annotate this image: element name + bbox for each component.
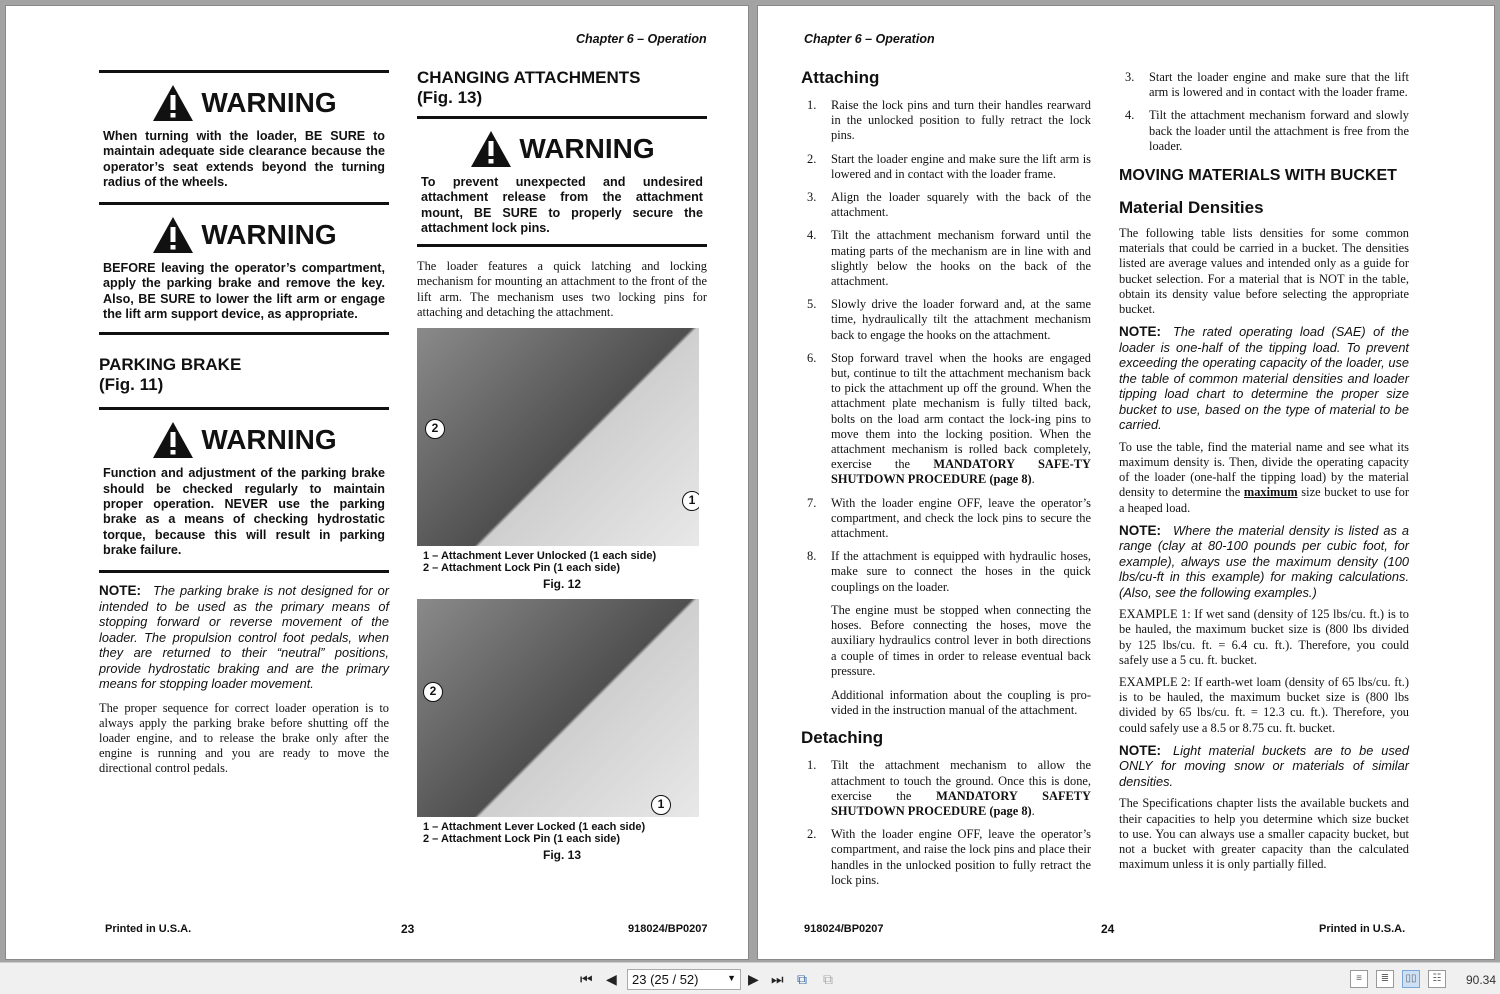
divider xyxy=(417,116,707,119)
list-item xyxy=(801,351,1091,488)
emphasis: maximum xyxy=(1243,485,1298,500)
warning-text: When turning with the loader, BE SURE to maintain adequate side clearance because the operator’s seat extends beyond the turning radius of the wheels. xyxy=(103,129,385,189)
warning-heading xyxy=(99,215,389,255)
step-number: 2. xyxy=(807,827,817,842)
warning-label: WARNING xyxy=(201,219,337,251)
procedure-reference: MANDATORY SAFETY SHUTDOWN PROCEDURE (page 8) xyxy=(831,788,1091,818)
figure-13-photo xyxy=(417,599,699,817)
note-label: NOTE: xyxy=(1119,324,1161,340)
step-number: 4. xyxy=(807,228,817,243)
note-label: NOTE: xyxy=(1119,522,1161,538)
step-number: 1. xyxy=(807,758,817,773)
warning-text: To prevent unexpected and undesired attachment release from the attachment mount, BE SURE to properly secure the attachment lock pins. xyxy=(421,175,703,235)
warning-triangle-icon xyxy=(151,215,195,255)
list-item xyxy=(801,549,1091,595)
note-label: NOTE: xyxy=(1119,742,1161,758)
step-text: If the attachment is equipped with hydraulic hoses, make sure to connect the hoses in the quick couplings on the loader. xyxy=(831,549,1091,594)
step-text: Start the loader engine and make sure the lift arm is lowered and in contact with the loader frame. xyxy=(831,151,1091,181)
section-title: CHANGING ATTACHMENTS xyxy=(417,68,641,87)
warning-label: WARNING xyxy=(201,424,337,456)
list-item xyxy=(801,228,1091,289)
footer-right: Printed in U.S.A. xyxy=(1319,923,1406,935)
section-fig-ref: (Fig. 11) xyxy=(99,375,164,395)
step-number: 3. xyxy=(807,190,817,205)
figure-label: Fig. 13 xyxy=(542,848,581,862)
step-text-part: . xyxy=(1031,472,1035,487)
step-text: Tilt the attachment mechanism forward until the mating parts of the mechanism are in line with and slightly below the hooks on the back of the attachment. xyxy=(831,228,1091,289)
viewer-toolbar xyxy=(0,962,1500,994)
example-2: EXAMPLE 2: If earth-wet loam (density of 65 lbs/cu. ft.) is to be hauled, the maximum bucket size is (800 lbs divided by 65 lbs/cu. ft. = 12.3 cu. ft.). Therefore, you could safely use a 8.5 or 8.75 cu. ft. bucket. xyxy=(1119,675,1409,735)
callout-1: 1 xyxy=(682,491,699,511)
callout-2: 2 xyxy=(423,682,443,702)
list-item xyxy=(801,98,1091,144)
list-item xyxy=(801,297,1091,343)
note-text: Where the material density is listed as a range (clay at 80-100 pounds per cubic foot, for example), always use the maximum density (100 lbs/cu-ft in this example) for making calculations. (Also, see the following examples.) xyxy=(1119,522,1409,600)
step-text: Start the loader engine and make sure that the lift arm is lowered and in contact with the loader frame. xyxy=(1149,70,1409,100)
figure-caption: 2 – Attachment Lock Pin (1 each side) xyxy=(423,833,621,845)
step-number: 5. xyxy=(807,297,817,312)
warning-text: Function and adjustment of the parking brake should be checked regularly to maintain proper operation. NEVER use the parking brake as a means of checking hydrostatic torque, because this will result in parking brake failure. xyxy=(103,466,385,557)
warning-triangle-icon xyxy=(151,420,195,460)
paragraph: Additional information about the coupling is pro-vided in the instruction manual of the attachment. xyxy=(831,687,1091,718)
warning-heading xyxy=(99,420,389,460)
attaching-steps xyxy=(801,98,1091,595)
note xyxy=(1119,743,1409,790)
text-part: size bucket to use for a heaped load. xyxy=(1119,485,1409,515)
paragraph: The proper sequence for correct loader operation is to always apply the parking brake before shutting off the loader engine, and to release the brake only after the engine is running and you are ready to move the directional control pedals. xyxy=(99,700,389,776)
note-text: Light material buckets are to be used ONLY for moving snow or materials of similar densities. xyxy=(1119,742,1409,789)
figure-caption: 2 – Attachment Lock Pin (1 each side) xyxy=(423,562,621,574)
step-text: Align the loader squarely with the back of the attachment. xyxy=(831,190,1091,220)
page-header: Chapter 6 – Operation xyxy=(576,32,707,46)
last-page-icon[interactable]: ⏭ xyxy=(771,971,784,987)
two-page-continuous-icon[interactable]: ☷ xyxy=(1428,970,1446,988)
divider xyxy=(99,70,389,73)
step-number: 7. xyxy=(807,495,817,510)
step-number: 2. xyxy=(807,151,817,166)
step-text: Tilt the attachment mechanism forward and slowly back the loader until the attachment is free from the loader. xyxy=(1149,108,1409,153)
page-field-value: 23 (25 / 52) xyxy=(632,972,699,987)
list-item xyxy=(1119,108,1409,154)
figure-12-photo xyxy=(417,328,699,546)
divider xyxy=(99,332,389,335)
step-text-part: Tilt the attachment mechanism to allow the attachment to touch the ground. Once this is done, exercise the xyxy=(831,758,1091,803)
zoom-level[interactable]: 90.34 xyxy=(1466,973,1497,987)
warning-triangle-icon xyxy=(151,83,195,123)
left-column xyxy=(99,70,389,777)
single-page-icon[interactable]: ≡ xyxy=(1350,970,1368,988)
step-text xyxy=(831,758,1091,819)
step-text: With the loader engine OFF, leave the operator’s compartment, and check the lock pins to secure the attachment. xyxy=(831,495,1091,541)
figure-caption: 1 – Attachment Lever Unlocked (1 each side) xyxy=(423,550,657,562)
two-page-icon[interactable]: ▯▯ xyxy=(1402,970,1420,988)
callout-2: 2 xyxy=(425,419,445,439)
section-title: Detaching xyxy=(801,728,884,748)
chevron-down-icon: ▼ xyxy=(727,973,736,983)
footer-left: 918024/BP0207 xyxy=(804,923,884,935)
note-text: The rated operating load (SAE) of the loader is one-half of the tipping load. To prevent exceeding the operating capacity of the loader, use the table of common material densities and loader tipping load chart to determine the proper size bucket to use, based on the type of material to be carried. xyxy=(1119,324,1409,433)
step-number: 6. xyxy=(807,350,817,365)
next-page-icon[interactable]: ▶ xyxy=(748,971,759,987)
figure-caption: 1 – Attachment Lever Locked (1 each side) xyxy=(423,821,646,833)
text-part: To use the table, find the material name and see what its maximum density is. Then, divide the operating capacity of the loader (one-half the tipping load) by the material density to determine the xyxy=(1119,439,1409,500)
step-number: 4. xyxy=(1125,108,1135,123)
list-item xyxy=(801,758,1091,819)
go-back-icon[interactable]: ⧉ xyxy=(797,971,807,987)
divider xyxy=(99,202,389,205)
first-page-icon[interactable]: ⏮ xyxy=(580,971,593,987)
warning-label: WARNING xyxy=(201,87,337,118)
figure-label: Fig. 12 xyxy=(542,577,581,591)
detaching-steps xyxy=(801,758,1091,888)
list-item xyxy=(1119,70,1409,100)
paragraph: The loader features a quick latching and locking mechanism for mounting an attachment to the front of the lift arm. The mechanism uses two locking pins for attaching and detaching the attachment. xyxy=(417,259,707,319)
right-column xyxy=(1119,70,1409,872)
right-page xyxy=(757,5,1495,960)
divider xyxy=(417,244,707,247)
footer-right: 918024/BP0207 xyxy=(628,923,708,935)
list-item xyxy=(801,496,1091,542)
divider xyxy=(99,407,389,410)
section-title: Attaching xyxy=(801,68,880,87)
divider xyxy=(99,570,389,573)
step-text xyxy=(831,351,1091,488)
left-page xyxy=(5,5,749,960)
section-fig-ref: (Fig. 13) xyxy=(417,88,483,107)
note xyxy=(1119,523,1409,601)
step-text-part: Stop forward travel when the hooks are engaged but, continue to tilt the attachment mechanism back to pick the attachment up off the ground. When the attachment plate mechanism is fully tilted back, bolts on the load arm contact the lock-ing pins to move them into the locking position. When the attachment mechanism is rolled back completely, exercise the xyxy=(831,350,1091,472)
page-number: 24 xyxy=(1101,922,1115,936)
step-text: With the loader engine OFF, leave the operator’s compartment, and raise the lock pins and place their handles in the unlocked position to fully retract the lock pins. xyxy=(831,827,1091,887)
left-column xyxy=(801,68,1091,896)
go-forward-icon[interactable]: ⧉ xyxy=(823,971,833,987)
procedure-reference: MANDATORY SAFE-TY SHUTDOWN PROCEDURE (page 8) xyxy=(831,457,1092,487)
callout-1: 1 xyxy=(651,795,671,815)
step-number: 3. xyxy=(1125,70,1135,84)
step-number: 8. xyxy=(807,549,817,564)
paragraph xyxy=(1119,440,1409,516)
note xyxy=(99,583,389,692)
step-text: Slowly drive the loader forward and, at the same time, hydraulically tilt the attachment mechanism back to engage the hooks on the attachment. xyxy=(831,297,1091,342)
warning-label: WARNING xyxy=(519,133,655,164)
paragraph: The following table lists densities for some common materials that could be carried in a bucket. The densities listed are average values and intended only as a guide for bucket selection. For a material that is NOT in the table, obtain its density value before selecting the appropriate bucket. xyxy=(1119,226,1409,317)
note-text: The parking brake is not designed for or intended to be used as the primary means of stopping forward or reverse movement of the loader. The propulsion control foot pedals, when they are returned to their “neutral” positions, provide hydrostatic braking and are the primary means for stopping loader movement. xyxy=(99,583,389,692)
page-number: 23 xyxy=(401,922,415,936)
prev-page-icon[interactable]: ◀ xyxy=(606,971,617,987)
paragraph: The Specifications chapter lists the available buckets and their capacities to help you determine which size bucket to use. You can always use a smaller capacity bucket, but not a bucket with greater capacity than the calculated maximum unless it is only partially filled. xyxy=(1119,796,1409,872)
paragraph: The engine must be stopped when connecting the hoses. Before connecting the hoses, move the auxiliary hydraulics control lever in both directions a couple of times in order to release eventual back pressure. xyxy=(831,602,1091,678)
step-text: Raise the lock pins and turn their handles rearward in the unlocked position to fully retract the lock pins. xyxy=(831,98,1091,143)
footer-left: Printed in U.S.A. xyxy=(105,923,192,935)
step-number: 1. xyxy=(807,98,817,112)
step-text-part: . xyxy=(1031,803,1035,818)
example-1: EXAMPLE 1: If wet sand (density of 125 lbs/cu. ft.) is to be hauled, the maximum bucket size is (800 lbs divided by 125 lbs/cu. ft. = 6.4 cu. ft.). Therefore, you could safely use a 5 cu. ft. bucket. xyxy=(1119,607,1409,667)
detaching-steps-continued xyxy=(1119,70,1409,154)
subsection-title: Material Densities xyxy=(1119,198,1264,218)
page-selector[interactable] xyxy=(627,969,741,990)
list-item xyxy=(801,190,1091,220)
page-header: Chapter 6 – Operation xyxy=(804,32,935,46)
warning-heading xyxy=(417,129,707,169)
warning-text: BEFORE leaving the operator’s compartment, apply the parking brake and remove the key. Also, BE SURE to lower the lift arm or engage the lift arm support device, as appropriate. xyxy=(103,261,385,322)
right-column xyxy=(417,68,707,862)
warning-triangle-icon xyxy=(469,129,513,169)
list-item xyxy=(801,152,1091,182)
section-title: MOVING MATERIALS WITH BUCKET xyxy=(1119,167,1397,185)
warning-heading xyxy=(99,83,389,123)
continuous-icon[interactable]: ≣ xyxy=(1376,970,1394,988)
note xyxy=(1119,324,1409,433)
note-label: NOTE: xyxy=(99,583,141,599)
list-item xyxy=(801,827,1091,888)
section-title: PARKING BRAKE xyxy=(99,355,242,375)
